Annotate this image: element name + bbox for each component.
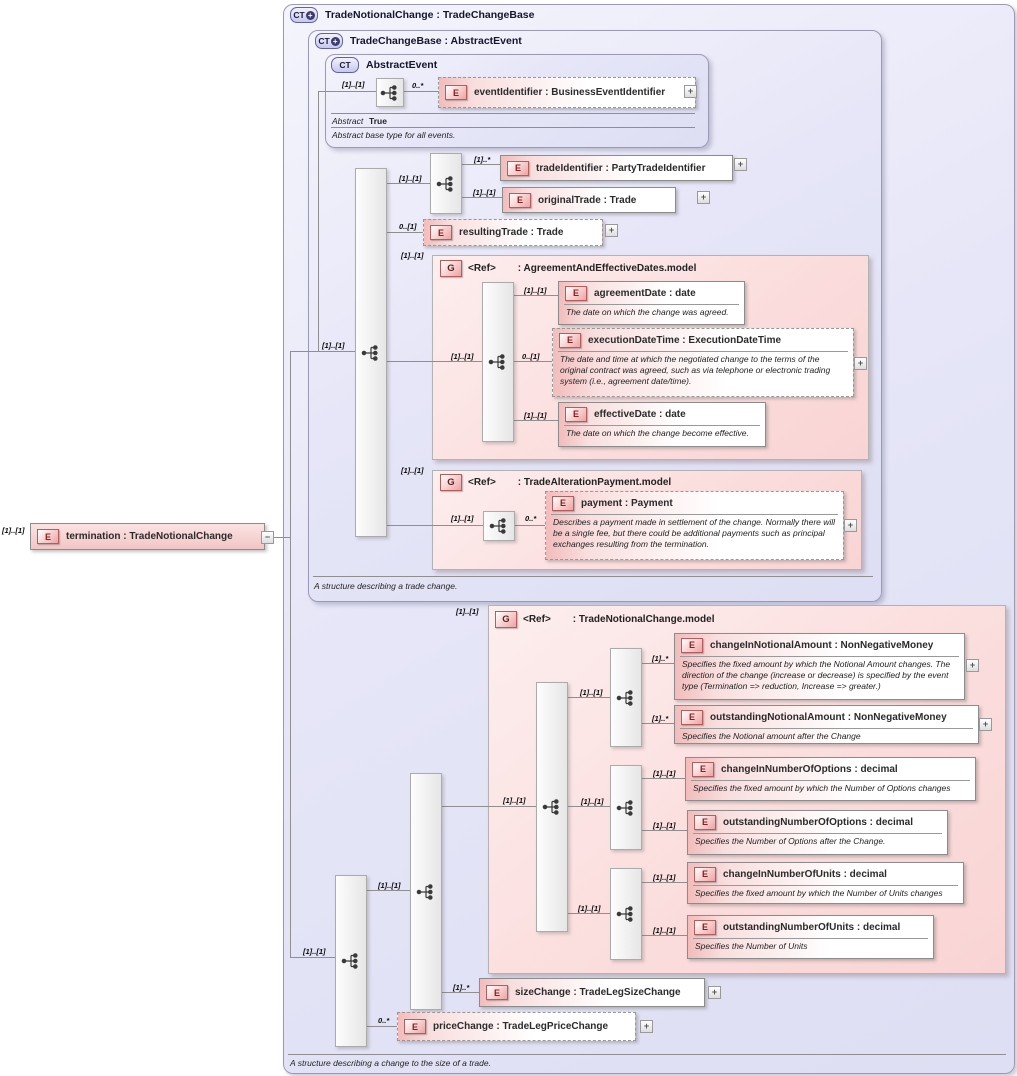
sequence-icon	[416, 882, 436, 902]
element-label: payment : Payment	[581, 497, 673, 509]
element-outstanding-notional-amount[interactable]	[674, 705, 979, 744]
sequence-bar	[355, 168, 387, 537]
divider-line	[331, 113, 695, 114]
sequence-bar	[610, 765, 642, 850]
group-icon: G	[440, 474, 462, 491]
group-icon: G	[440, 260, 462, 277]
element-label: eventIdentifier : BusinessEventIdentifier	[474, 87, 666, 98]
sequence-icon	[489, 516, 509, 536]
trade-notional-change-doc: A structure describing a change to the size of a trade.	[290, 1058, 491, 1068]
group-title: : TradeAlterationPayment.model	[517, 477, 672, 488]
cardinality-label: [1]..[1]	[342, 80, 365, 89]
sequence-icon	[341, 951, 361, 971]
sequence-bar	[482, 282, 514, 442]
connector-line	[290, 351, 291, 957]
cardinality-label: [1]..[1]	[653, 769, 676, 778]
cardinality-label: [1]..[1]	[451, 352, 474, 361]
header-group-agreement	[440, 260, 696, 277]
connector-line	[273, 537, 290, 538]
element-label: resultingTrade : Trade	[459, 227, 564, 238]
group-title: : AgreementAndEffectiveDates.model	[517, 263, 697, 274]
cardinality-label: [1]..*	[453, 983, 470, 992]
element-doc: Specifies the fixed amount by which the Notional Amount changes. The direction of the change (increase or decrease) is specified by the event type (Termination => reduction, Increase => greater.)	[682, 659, 951, 692]
element-change-in-notional-amount[interactable]	[674, 633, 965, 700]
element-effective-date[interactable]	[558, 402, 766, 447]
cardinality-label: [1]..[1]	[378, 881, 401, 890]
expand-icon[interactable]: +	[684, 85, 697, 98]
abstract-attr-value: True	[369, 116, 387, 126]
divider-line	[288, 1054, 1006, 1055]
element-icon: E	[565, 407, 587, 422]
cardinality-label: [1]..[1]	[303, 947, 326, 956]
cardinality-label: [1]..[1]	[653, 821, 676, 830]
header-trade-notional-change	[290, 7, 534, 23]
cardinality-label: [1]..[1]	[473, 188, 496, 197]
connector-line	[566, 913, 610, 914]
element-event-identifier[interactable]	[438, 77, 696, 108]
element-label: outstandingNumberOfUnits : decimal	[723, 921, 901, 933]
type-title: AbstractEvent	[366, 59, 438, 71]
element-icon: E	[692, 762, 714, 777]
cardinality-label: [1]..[1]	[399, 174, 422, 183]
cardinality-label: [1]..*	[474, 155, 491, 164]
connector-line	[365, 1026, 397, 1027]
sequence-icon	[436, 174, 456, 194]
cardinality-label: [1]..[1]	[503, 796, 526, 805]
element-agreement-date[interactable]	[558, 281, 745, 325]
abstract-event-doc: Abstract base type for all events.	[332, 130, 456, 140]
sequence-icon	[542, 797, 562, 817]
element-icon: E	[681, 638, 703, 653]
element-label: changeInNumberOfUnits : decimal	[723, 868, 887, 880]
sequence-bar	[610, 868, 642, 960]
element-outstanding-number-of-options[interactable]	[687, 810, 948, 855]
element-label: originalTrade : Trade	[538, 194, 637, 206]
trade-change-base-doc: A structure describing a trade change.	[314, 581, 458, 591]
cardinality-label: [1]..[1]	[524, 286, 547, 295]
sequence-bar	[430, 153, 462, 214]
element-termination[interactable]	[30, 523, 265, 550]
cardinality-label: 0..*	[412, 81, 424, 90]
group-title: : TradeNotionalChange.model	[572, 614, 715, 625]
cardinality-label: 0..*	[525, 514, 537, 523]
sequence-bar	[335, 875, 367, 1047]
complex-type-icon: CT +	[290, 7, 318, 23]
element-icon: E	[445, 85, 467, 100]
connector-line	[640, 778, 685, 779]
element-change-in-number-of-options[interactable]	[685, 757, 976, 801]
cardinality-label: [1]..[1]	[401, 466, 424, 475]
element-doc: Specifies the fixed amount by which the Number of Options changes	[693, 783, 951, 793]
sequence-icon	[361, 343, 381, 363]
cardinality-label: [1]..*	[652, 714, 669, 723]
sequence-bar	[610, 648, 642, 747]
connector-line	[318, 91, 376, 92]
element-label: changeInNotionalAmount : NonNegativeMoney	[710, 639, 934, 651]
expand-icon[interactable]: +	[697, 191, 710, 204]
element-icon: E	[509, 193, 531, 208]
element-trade-identifier[interactable]	[500, 155, 733, 181]
element-icon: E	[486, 985, 508, 1000]
connector-line	[460, 164, 500, 165]
element-doc: Specifies the Notional amount after the Change	[682, 731, 861, 741]
sequence-icon	[616, 798, 636, 818]
element-doc: Specifies the Number of Units	[695, 941, 808, 951]
element-execution-date-time[interactable]	[552, 328, 854, 397]
element-doc: Specifies the fixed amount by which the Number of Units changes	[695, 888, 943, 898]
connector-line	[566, 806, 610, 807]
connector-line	[318, 91, 319, 351]
element-label: priceChange : TradeLegPriceChange	[433, 1021, 609, 1032]
sequence-bar	[483, 511, 515, 541]
expand-icon[interactable]: +	[844, 519, 857, 532]
cardinality-label: [1]..[1]	[578, 904, 601, 913]
type-title: TradeNotionalChange : TradeChangeBase	[325, 9, 535, 21]
connector-line	[513, 525, 545, 526]
element-doc: The date and time at which the negotiated change to the terms of the original contract was agreed, such as via telephone or electronic trading system (i.e., agreement date/time).	[560, 354, 831, 387]
element-icon: E	[37, 529, 59, 544]
expand-icon[interactable]: +	[734, 158, 747, 171]
group-ref-label: <Ref>	[468, 263, 496, 274]
cardinality-label: [1]..[1]	[322, 341, 345, 350]
connector-line	[290, 351, 355, 352]
connector-line	[290, 957, 335, 958]
connector-line	[365, 890, 410, 891]
cardinality-label: [1]..[1]	[653, 873, 676, 882]
element-payment[interactable]	[545, 491, 844, 560]
cardinality-label: 0..*	[378, 1016, 390, 1025]
element-doc: Describes a payment made in settlement of the change. Normally there will be a single fee, but there could be additional payments such as principal exchanges resulting from the termination.	[553, 517, 836, 550]
element-icon: E	[681, 710, 703, 725]
group-icon: G	[495, 611, 517, 628]
element-icon: E	[559, 333, 581, 348]
expand-icon[interactable]: +	[605, 224, 618, 237]
group-ref-label: <Ref>	[468, 477, 496, 488]
sequence-bar	[376, 78, 404, 107]
cardinality-label: [1]..[1]	[2, 526, 25, 535]
connector-line	[385, 525, 483, 526]
connector-line	[385, 361, 482, 362]
element-icon: E	[507, 161, 529, 176]
sequence-icon	[616, 904, 636, 924]
sequence-icon	[488, 352, 508, 372]
cardinality-label: [1]..[1]	[401, 251, 424, 260]
header-group-notional	[495, 611, 714, 628]
element-doc: The date on which the change become effective.	[566, 428, 749, 438]
sequence-icon	[380, 83, 400, 103]
expand-icon[interactable]: +	[708, 986, 721, 999]
expand-icon[interactable]: +	[966, 659, 979, 672]
element-label: tradeIdentifier : PartyTradeIdentifier	[536, 162, 706, 174]
element-icon: E	[430, 225, 452, 240]
connector-line	[385, 232, 423, 233]
cardinality-label: 0..[1]	[399, 222, 417, 231]
element-label: sizeChange : TradeLegSizeChange	[515, 987, 681, 998]
plus-icon: +	[331, 37, 340, 46]
collapse-icon[interactable]: −	[261, 531, 274, 544]
cardinality-label: [1]..[1]	[581, 797, 604, 806]
abstract-attr-label: Abstract	[332, 116, 364, 126]
cardinality-label: [1]..[1]	[653, 926, 676, 935]
divider-line	[331, 127, 695, 128]
element-label: termination : TradeNotionalChange	[66, 531, 233, 542]
expand-icon[interactable]: +	[979, 718, 992, 731]
cardinality-label: 0..[1]	[522, 352, 540, 361]
header-abstract-event	[331, 57, 437, 73]
expand-icon[interactable]: +	[640, 1020, 653, 1033]
connector-line	[440, 806, 536, 807]
sequence-bar	[536, 682, 568, 932]
connector-line	[640, 663, 674, 664]
element-size-change[interactable]	[479, 978, 705, 1007]
header-group-payment	[440, 474, 671, 491]
connector-line	[460, 197, 502, 198]
element-icon: E	[565, 286, 587, 301]
complex-type-icon: CT +	[315, 33, 343, 49]
element-label: outstandingNumberOfOptions : decimal	[723, 816, 914, 828]
sequence-bar	[410, 773, 442, 1010]
connector-line	[640, 882, 687, 883]
element-label: changeInNumberOfOptions : decimal	[721, 763, 898, 775]
connector-line	[566, 697, 610, 698]
element-doc: Specifies the Number of Options after the Change.	[695, 836, 886, 846]
connector-line	[402, 91, 438, 92]
element-doc: The date on which the change was agreed.	[566, 307, 729, 317]
element-label: executionDateTime : ExecutionDateTime	[588, 334, 782, 346]
element-original-trade[interactable]	[502, 187, 676, 213]
header-trade-change-base	[315, 33, 522, 49]
element-price-change[interactable]	[397, 1012, 636, 1041]
element-label: effectiveDate : date	[594, 408, 686, 420]
element-icon: E	[552, 496, 574, 511]
connector-line	[640, 723, 674, 724]
element-resulting-trade[interactable]	[423, 219, 603, 246]
complex-type-icon: CT	[331, 57, 359, 73]
connector-line	[640, 830, 687, 831]
cardinality-label: [1]..[1]	[456, 607, 479, 616]
connector-line	[385, 183, 430, 184]
cardinality-label: [1]..*	[652, 654, 669, 663]
expand-icon[interactable]: +	[854, 357, 867, 370]
element-icon: E	[404, 1019, 426, 1034]
divider-line	[313, 576, 873, 577]
element-outstanding-number-of-units[interactable]	[687, 915, 934, 959]
element-change-in-number-of-units[interactable]	[687, 862, 964, 904]
plus-icon: +	[306, 11, 315, 20]
element-icon: E	[694, 920, 716, 935]
element-label: agreementDate : date	[594, 287, 696, 299]
element-icon: E	[694, 815, 716, 830]
connector-line	[440, 992, 479, 993]
connector-line	[640, 935, 687, 936]
cardinality-label: [1]..[1]	[524, 411, 547, 420]
connector-line	[512, 361, 552, 362]
connector-line	[512, 295, 558, 296]
type-title: TradeChangeBase : AbstractEvent	[350, 35, 522, 47]
cardinality-label: [1]..[1]	[580, 688, 603, 697]
connector-line	[512, 420, 558, 421]
group-ref-label: <Ref>	[523, 614, 551, 625]
sequence-icon	[616, 688, 636, 708]
cardinality-label: [1]..[1]	[451, 514, 474, 523]
element-label: outstandingNotionalAmount : NonNegativeMoney	[710, 711, 947, 723]
element-icon: E	[694, 867, 716, 882]
